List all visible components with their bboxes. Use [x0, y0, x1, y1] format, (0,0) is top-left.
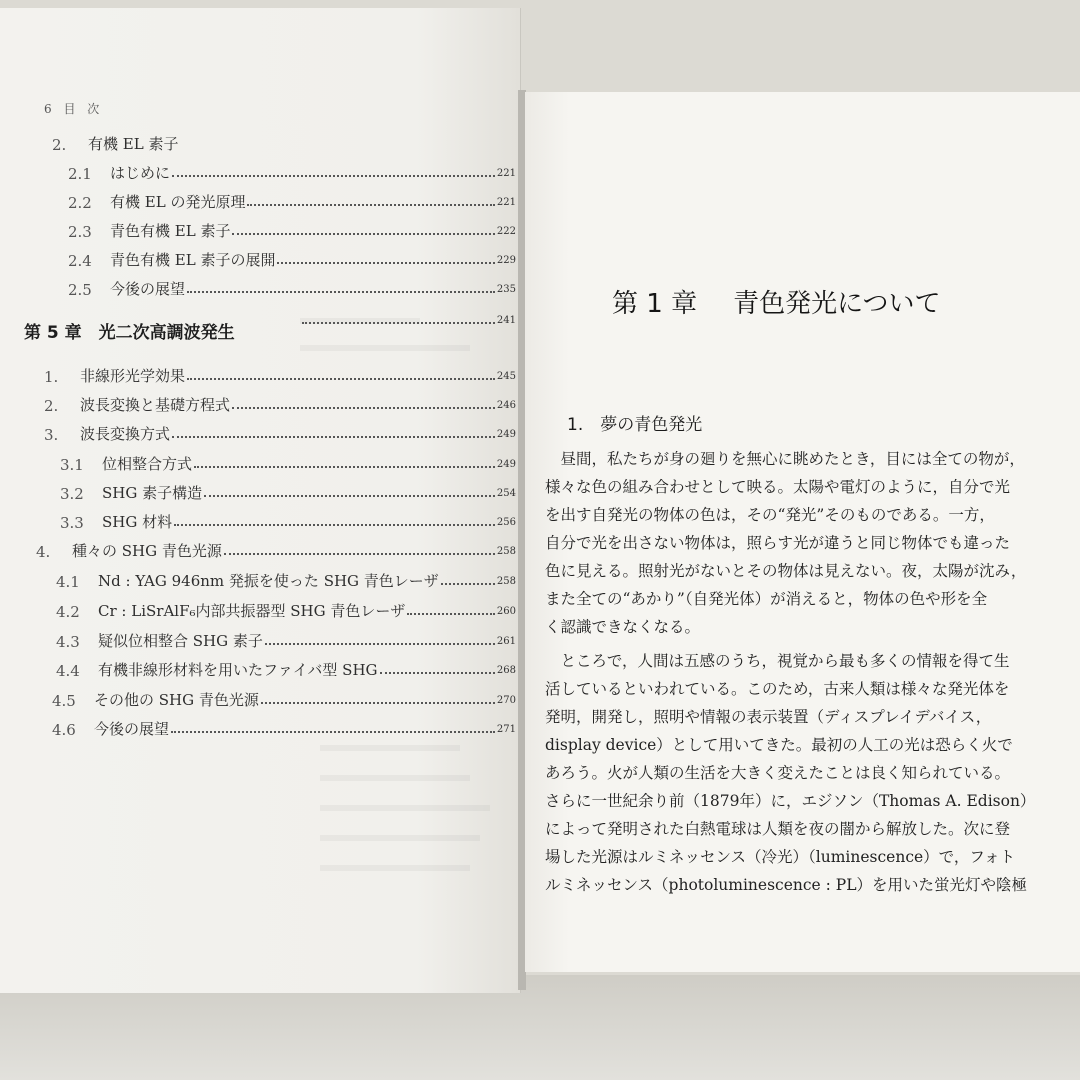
- toc-title: SHG 素子構造: [102, 484, 203, 502]
- toc-entry[interactable]: [36, 535, 516, 561]
- toc-title: 疑似位相整合 SHG 素子: [98, 632, 263, 650]
- toc-title: 有機 EL の発光原理: [110, 193, 246, 211]
- toc-leader: [174, 523, 495, 526]
- running-head: 6 目 次: [44, 102, 104, 116]
- body-line: display device）として用いてきた。最初の人工の光は恐らく火で: [545, 736, 1013, 754]
- body-line: 様々な色の組み合わせとして映る。太陽や電灯のように，自分で光: [545, 478, 1011, 496]
- toc-entry[interactable]: [60, 448, 516, 474]
- toc-number: 2.5: [68, 281, 92, 299]
- toc-title: 今後の展望: [110, 280, 186, 298]
- toc-leader: [232, 406, 495, 409]
- body-line: ところで，人間は五感のうち，視覚から最も多くの情報を得て生: [545, 652, 1010, 670]
- toc-entry[interactable]: [68, 186, 516, 212]
- toc-number: 2.: [52, 136, 67, 154]
- toc-number: 2.: [44, 397, 59, 415]
- toc-leader: [172, 174, 495, 177]
- toc-number: 3.: [44, 426, 59, 444]
- toc-page-number: 270: [496, 695, 516, 706]
- body-line: 場した光源はルミネッセンス（冷光）（luminescence）で，フォト: [545, 848, 1016, 866]
- body-line: を出す自発光の物体の色は，その“発光”そのものである。一方，: [545, 506, 995, 524]
- toc-page-number: 222: [496, 226, 516, 237]
- toc-page-number: 229: [496, 255, 516, 266]
- toc-title: 有機 EL 素子: [88, 135, 179, 153]
- body-line: く認識できなくなる。: [545, 618, 701, 636]
- toc-entry[interactable]: [56, 625, 516, 651]
- toc-entry[interactable]: [68, 244, 516, 270]
- toc-entry[interactable]: [44, 360, 516, 386]
- toc-leader: [261, 701, 495, 704]
- toc-leader: [277, 261, 494, 264]
- body-line: さらに一世紀余り前（1879年）に，エジソン（Thomas A. Edison）: [545, 792, 1036, 810]
- toc-page-number: 221: [496, 197, 516, 208]
- toc-title: その他の SHG 青色光源: [94, 691, 259, 709]
- toc-entry[interactable]: [56, 654, 516, 680]
- toc-entry[interactable]: [52, 684, 516, 710]
- toc-title: 今後の展望: [94, 720, 170, 738]
- toc-number: 4.: [36, 543, 51, 561]
- toc-number: 3.2: [60, 485, 84, 503]
- toc-number: 3.3: [60, 514, 84, 532]
- toc-page-number: 246: [496, 400, 516, 411]
- body-line: 昼間，私たちが身の廻りを無心に眺めたとき，目には全ての物が，: [545, 450, 1025, 468]
- section-title: 1. 夢の青色発光: [567, 415, 703, 435]
- toc-title: 種々の SHG 青色光源: [72, 542, 222, 560]
- toc-title: SHG 材料: [102, 513, 173, 531]
- toc-number: 1.: [44, 368, 59, 386]
- toc-entry[interactable]: [56, 595, 516, 621]
- toc-title: Cr : LiSrAlF₆内部共振器型 SHG 青色レーザ: [98, 602, 406, 620]
- toc-leader: [265, 642, 495, 645]
- toc-title: 位相整合方式: [102, 455, 193, 473]
- toc-entry[interactable]: [68, 215, 516, 241]
- toc-title: はじめに: [110, 164, 171, 182]
- chapter-title: [612, 283, 941, 320]
- toc-leader: [187, 377, 495, 380]
- toc-number: 4.1: [56, 573, 80, 591]
- toc-title: 波長変換と基礎方程式: [80, 396, 231, 414]
- toc-page-number: 235: [496, 284, 516, 295]
- toc-page-number: 249: [496, 459, 516, 470]
- body-line: 活しているといわれている。このため，古来人類は様々な発光体を: [545, 680, 1010, 698]
- toc-number: 2.3: [68, 223, 92, 241]
- toc-leader: [204, 494, 495, 497]
- body-line: 自分で光を出さない物体は，照らす光が違うと同じ物体でも違った: [545, 534, 1011, 552]
- chapter-name: 青色発光について: [733, 289, 941, 319]
- body-line: 発明，開発し，照明や情報の表示装置（ディスプレイデバイス，: [545, 708, 992, 726]
- toc-number: 3.1: [60, 456, 84, 474]
- toc-entry[interactable]: [44, 418, 516, 444]
- chapter-number: 第 1 章: [612, 289, 698, 319]
- toc-entry[interactable]: [52, 128, 512, 154]
- toc-page-number: 241: [496, 315, 516, 326]
- toc-leader: [380, 671, 495, 674]
- toc-page-number: 221: [496, 168, 516, 179]
- toc-number: 2.2: [68, 194, 92, 212]
- toc-entry[interactable]: [52, 713, 516, 739]
- toc-page-number: 254: [496, 488, 516, 499]
- toc-title: 波長変換方式: [80, 425, 171, 443]
- toc-entry[interactable]: [68, 273, 516, 299]
- body-line: また全ての“あかり”（自発光体）が消えると，物体の色や形を全: [545, 590, 988, 608]
- toc-title: Nd : YAG 946nm 発振を使った SHG 青色レーザ: [98, 572, 439, 590]
- toc-title: 非線形光学効果: [80, 367, 186, 385]
- toc-page-number: 258: [496, 576, 516, 587]
- toc-title: 有機非線形材料を用いたファイバ型 SHG: [98, 661, 378, 679]
- toc-number: 4.6: [52, 721, 76, 739]
- toc-page-number: 249: [496, 429, 516, 440]
- toc-number: 4.2: [56, 603, 80, 621]
- toc-entry[interactable]: [44, 389, 516, 415]
- toc-title: 青色有機 EL 素子の展開: [110, 251, 276, 269]
- chapter-heading[interactable]: 第 5 章 光二次高調波発生: [24, 323, 235, 343]
- toc-leader: [194, 465, 495, 468]
- toc-number: 2.1: [68, 165, 92, 183]
- toc-number: 2.4: [68, 252, 92, 270]
- toc-number: 4.4: [56, 662, 80, 680]
- body-line: あろう。火が人類の生活を大きく変えたことは良く知られている。: [545, 764, 1011, 782]
- toc-number: 4.5: [52, 692, 76, 710]
- toc-page-number: 245: [496, 371, 516, 382]
- toc-leader: [172, 435, 495, 438]
- body-line: 色に見える。照射光がないとその物体は見えない。夜，太陽が沈み，: [545, 562, 1027, 580]
- toc-leader: [224, 552, 495, 555]
- toc-page-number: 271: [496, 724, 516, 735]
- body-line: ルミネッセンス（photoluminescence : PL）を用いた蛍光灯や陰極: [545, 876, 1028, 894]
- toc-page-number: 268: [496, 665, 516, 676]
- toc-leader: [247, 203, 494, 206]
- toc-page-number: 260: [496, 606, 516, 617]
- toc-number: 4.3: [56, 633, 80, 651]
- body-line: によって発明された白熱電球は人類を夜の闇から解放した。次に登: [545, 820, 1011, 838]
- toc-leader: [407, 612, 495, 615]
- toc-entry[interactable]: [60, 477, 516, 503]
- toc-leader: [171, 730, 495, 733]
- toc-entry[interactable]: [56, 565, 516, 591]
- toc-page-number: 261: [496, 636, 516, 647]
- toc-page-number: 256: [496, 517, 516, 528]
- toc-entry[interactable]: [68, 157, 516, 183]
- toc-leader: [441, 582, 495, 585]
- toc-title: 青色有機 EL 素子: [110, 222, 231, 240]
- toc-entry[interactable]: [300, 304, 516, 330]
- toc-entry[interactable]: [60, 506, 516, 532]
- toc-page-number: 258: [496, 546, 516, 557]
- toc-leader: [232, 232, 494, 235]
- toc-leader: [187, 290, 495, 293]
